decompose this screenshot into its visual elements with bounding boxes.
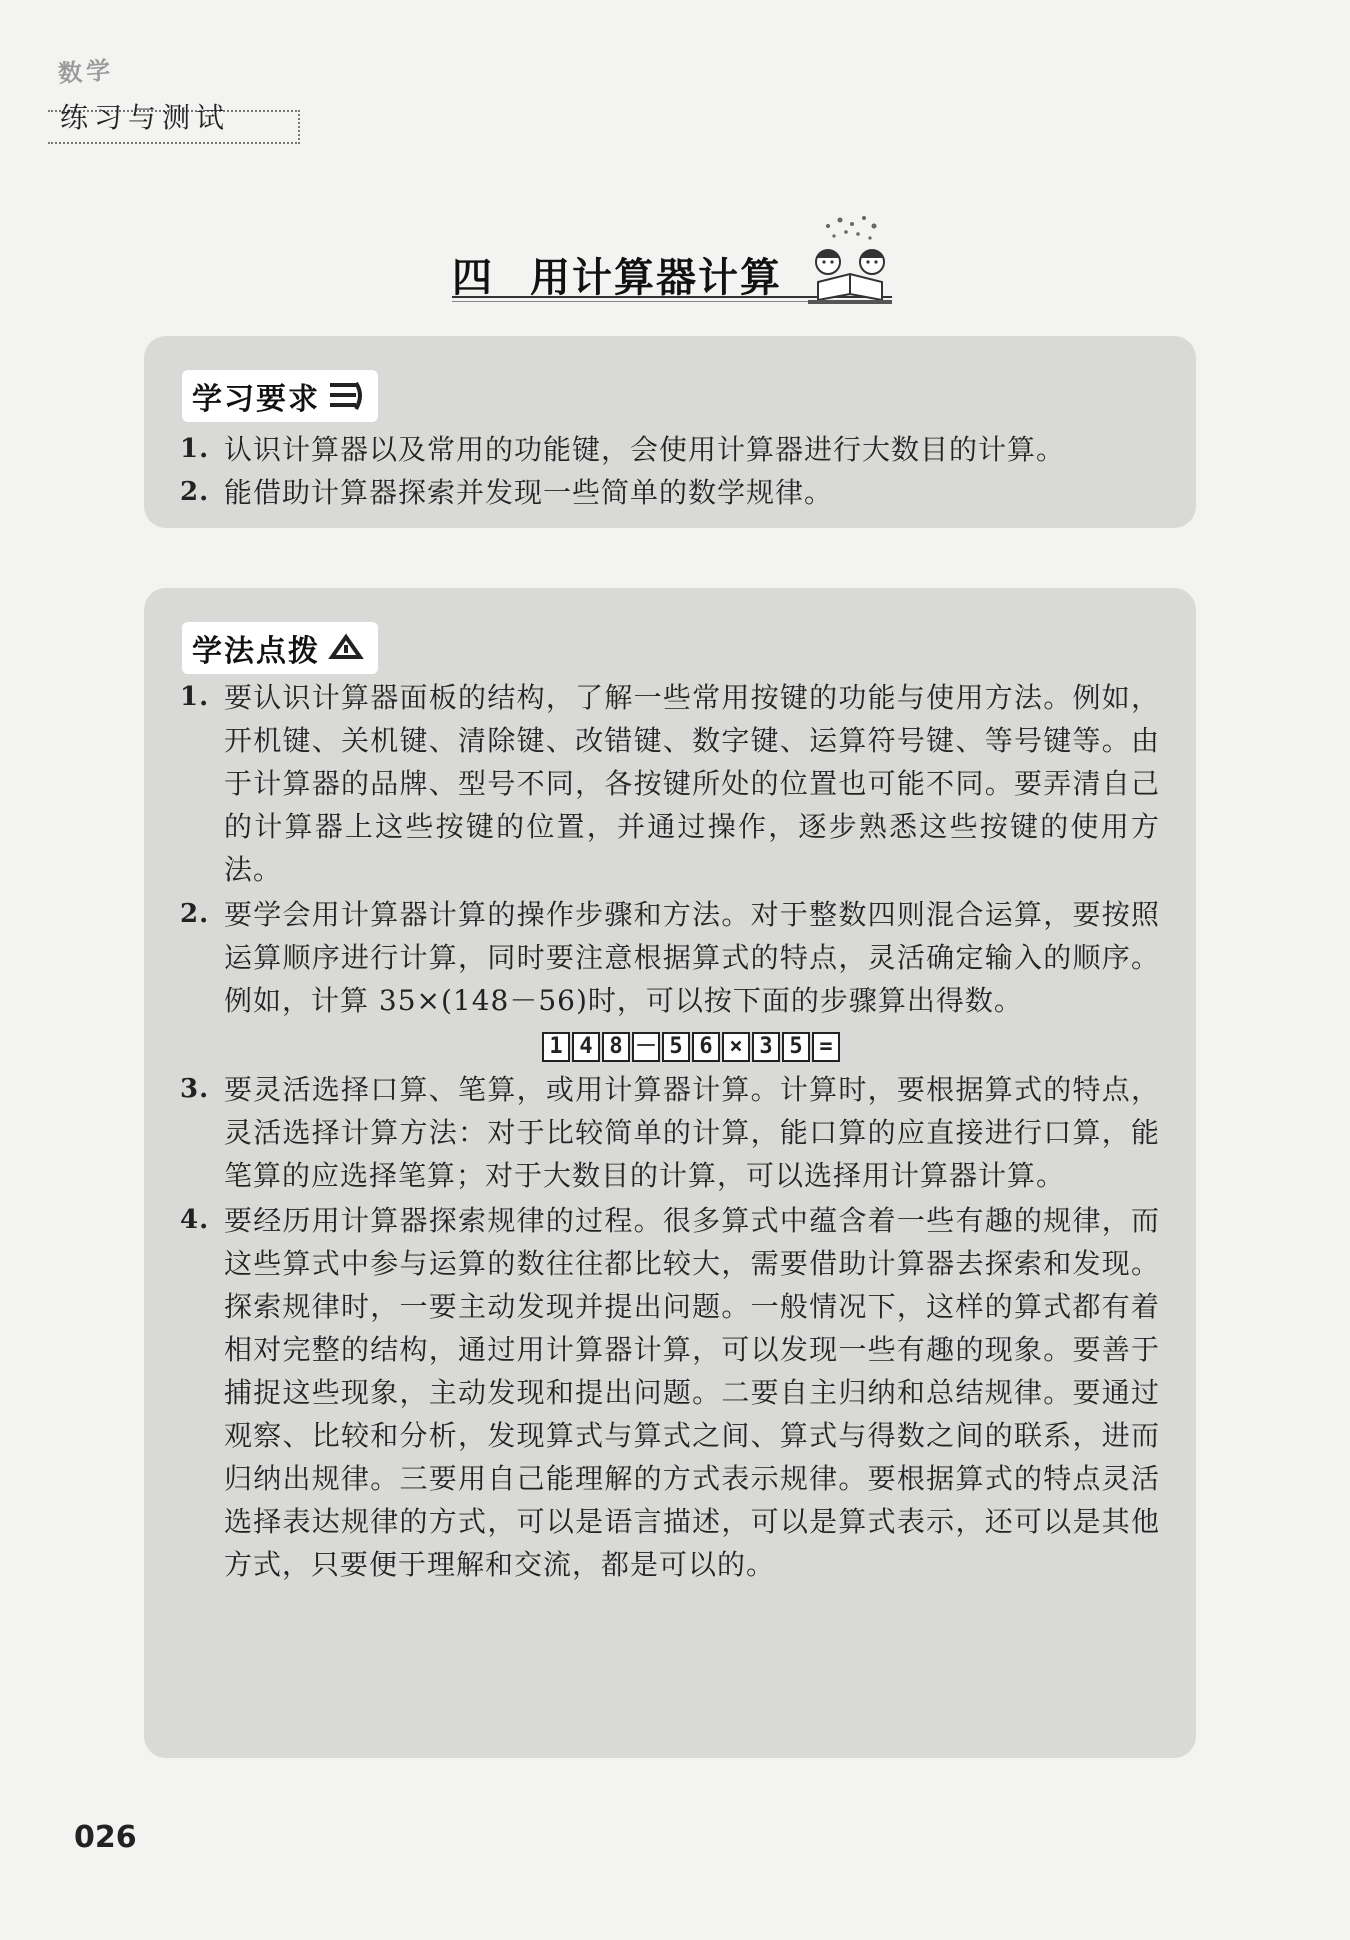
chapter-number: 四 xyxy=(452,254,494,301)
reading-children-illustration xyxy=(788,212,908,308)
page-number: 026 xyxy=(74,1820,137,1855)
item-number: 2. xyxy=(180,477,210,507)
item-number: 2. xyxy=(180,899,210,929)
requirements-label: 学习要求 xyxy=(192,382,320,417)
calculator-key-sequence xyxy=(224,1032,1160,1062)
tips-list xyxy=(180,676,1160,1588)
calculator-key: 8 xyxy=(602,1032,630,1062)
item-text: 要经历用计算器探索规律的过程。很多算式中蕴含着一些有趣的规律，而这些算式中参与运算的数往往都比较大，需要借助计算器去探索和发现。探索规律时，一要主动发现并提出问题。一般情况下，这样的算式都有着相对完整的结构，通过用计算器计算，可以发现一些有趣的现象。要善于捕捉这些现象，主动发现和提出问题。二要自主归纳和总结规律。要通过观察、比较和分析，发现算式与算式之间、算式与得数之间的联系，进而归纳出规律。三要用自己能理解的方式表示规律。要根据算式的特点灵活选择表达规律的方式，可以是语言描述，可以是算式表示，还可以是其他方式，只要便于理解和交流，都是可以的。 xyxy=(224,1204,1160,1581)
list-item xyxy=(180,893,1160,1022)
item-text: 能借助计算器探索并发现一些简单的数学规律。 xyxy=(224,476,834,509)
tips-label: 学法点拨 xyxy=(192,634,320,669)
item-number: 1. xyxy=(180,682,210,712)
item-number: 1. xyxy=(180,434,210,464)
calculator-key: 1 xyxy=(542,1032,570,1062)
header-subject: 数学 xyxy=(57,56,116,88)
calculator-key: 3 xyxy=(752,1032,780,1062)
requirements-box xyxy=(144,336,1196,528)
item-number: 4. xyxy=(180,1205,210,1235)
item-text: 要灵活选择口算、笔算，或用计算器计算。计算时，要根据算式的特点，灵活选择计算方法：对于比较简单的计算，能口算的应直接进行口算，能笔算的应选择笔算；对于大数目的计算，可以选择用计算器计算。 xyxy=(224,1073,1160,1192)
header-book-title: 练习与测试 xyxy=(60,101,231,134)
calculator-key: = xyxy=(812,1032,840,1062)
item-text: 认识计算器以及常用的功能键，会使用计算器进行大数目的计算。 xyxy=(224,433,1066,466)
calculator-key: 4 xyxy=(572,1032,600,1062)
list-item xyxy=(180,1068,1160,1197)
calculator-key: 5 xyxy=(782,1032,810,1062)
calculator-key: 6 xyxy=(692,1032,720,1062)
list-item xyxy=(180,676,1160,891)
calculator-key: － xyxy=(632,1032,660,1062)
tips-label-tag xyxy=(182,622,378,674)
requirements-list xyxy=(180,428,1160,514)
calculator-key: × xyxy=(722,1032,750,1062)
list-item xyxy=(180,428,1160,471)
item-text: 要学会用计算器计算的操作步骤和方法。对于整数四则混合运算，要按照运算顺序进行计算，同时要注意根据算式的特点，灵活确定输入的顺序。例如，计算 35×(148－56)时，可以按下面的步骤算出得数。 xyxy=(224,898,1160,1017)
tips-box xyxy=(144,588,1196,1758)
list-item xyxy=(180,471,1160,514)
chapter-name: 用计算器计算 xyxy=(530,254,782,301)
calculator-key: 5 xyxy=(662,1032,690,1062)
list-icon xyxy=(326,379,366,413)
list-item xyxy=(180,1199,1160,1586)
chapter-title xyxy=(452,246,782,303)
lightbulb-icon xyxy=(326,631,366,665)
requirements-label-tag xyxy=(182,370,378,422)
item-text: 要认识计算器面板的结构，了解一些常用按键的功能与使用方法。例如，开机键、关机键、清除键、改错键、数字键、运算符号键、等号键等。由于计算器的品牌、型号不同，各按键所处的位置也可能不同。要弄清自己的计算器上这些按键的位置，并通过操作，逐步熟悉这些按键的使用方法。 xyxy=(224,681,1160,886)
item-number: 3. xyxy=(180,1074,210,1104)
